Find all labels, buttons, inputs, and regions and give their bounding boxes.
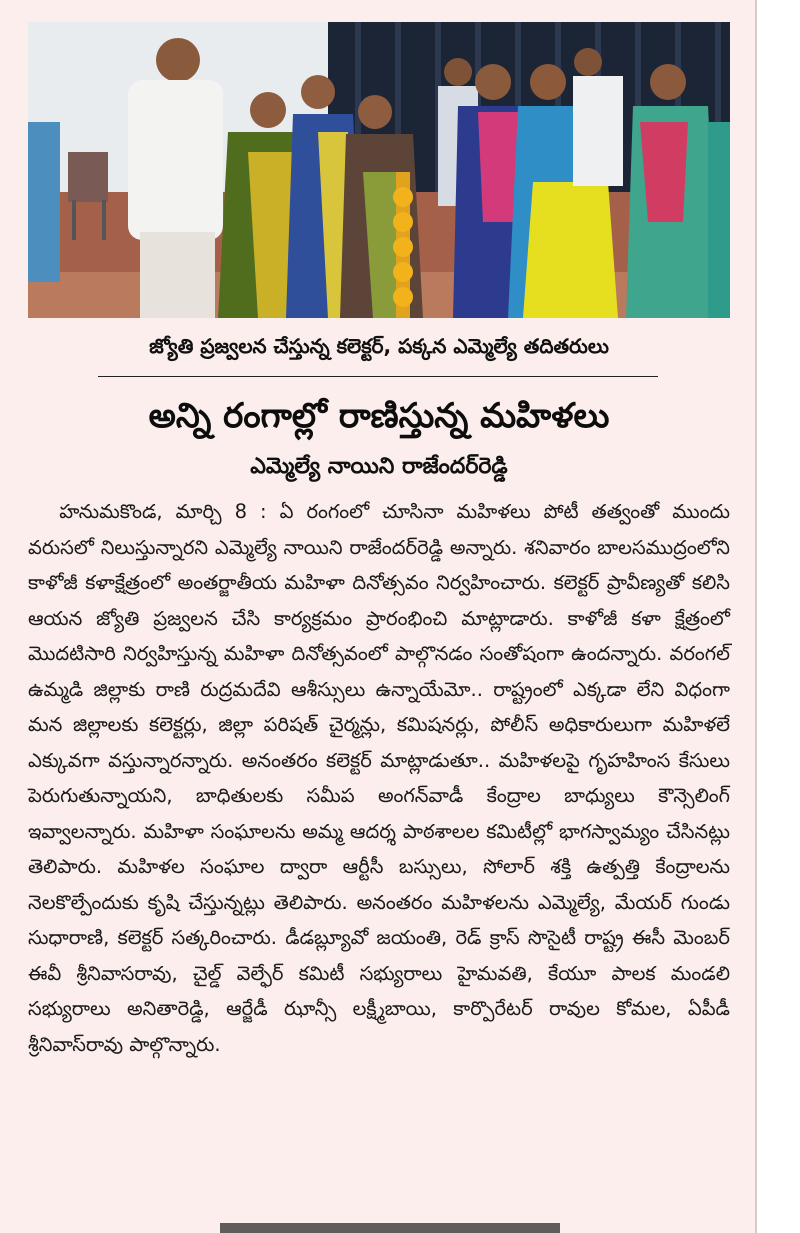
byline: ఎమ్మెల్యే నాయిని రాజేందర్‌రెడ్డి (250, 454, 508, 479)
article-body: హనుమకొండ, మార్చి 8 : ఏ రంగంలో చూసినా మహిళలు పోటీ తత్వంతో ముందు వరుసలో నిలుస్తున్నారని ఎమ్మెల్యే నాయిని రాజేందర్‌రెడ్డి అన్నారు. శనివారం బాలసముద్రంలోని కాళోజీ కళాక్షేత్రంలో అంతర్జాతీయ మహిళా దినోత్సవం నిర్వహించారు. కలెక్టర్‌ ప్రావీణ్యతో కలిసి ఆయన జ్యోతి ప్రజ్వలన చేసి కార్యక్రమం ప్రారంభించి మాట్లాడారు. కాళోజీ కళా క్షేత్రంలో మొదటిసారి నిర్వహిస్తున్న మహిళా దినోత్సవంలో పాల్గొనడం సంతోషంగా ఉందన్నారు. వరంగల్‌ ఉమ్మడి జిల్లాకు రాణి రుద్రమదేవి ఆశీస్సులు ఉన్నాయేమో.. రాష్ట్రంలో ఎక్కడా లేని విధంగా మన జిల్లాలకు కలెక్టర్లు, జిల్లా పరిషత్‌ చైర్మన్లు, కమిషనర్లు, పోలీస్‌ అధికారులుగా మహిళలే ఎక్కువగా వస్తున్నారన్నారు. అనంతరం కలెక్టర్‌ మాట్లాడుతూ.. మహిళలపై గృహహింస కేసులు పెరుగుతున్నాయని, బాధితులకు సమీప అంగన్‌వాడీ కేంద్రాల బాధ్యులు కౌన్సెలింగ్‌ ఇవ్వాలన్నారు. మహిళా సంఘాలను అమ్మ ఆదర్శ పాఠశాలల కమిటీల్లో భాగస్వామ్యం చేసినట్లు తెలిపారు. మహిళల సంఘాల ద్వారా ఆర్టీసీ బస్సులు, సోలార్‌ శక్తి ఉత్పత్తి కేంద్రాలను నెలకొల్పేందుకు కృషి చేస్తున్నట్లు తెలిపారు. అనంతరం మహిళలను ఎమ్మెల్యే, మేయర్‌ గుండు సుధారాణి, కలెక్టర్‌ సత్కరించారు. డీడబ్ల్యూవో జయంతి, రెడ్‌ క్రాస్‌ సొసైటీ రాష్ట్ర ఈసీ మెంబర్‌ ఈవీ శ్రీనివాసరావు, చైల్డ్‌ వెల్ఫేర్‌ కమిటీ సభ్యురాలు హైమవతి, కేయూ పాలక మండలి సభ్యురాలు అనితారెడ్డి, ఆర్జేడీ ఝాన్సీ లక్ష్మీబాయి, కార్పొరేటర్‌ రావుల కోమల, ఏపీడీ శ్రీనివాస్‌రావు పాల్గొన్నారు. (28, 500, 730, 1056)
cropped-previous-line (0, 0, 757, 10)
cropped-next-line (220, 1223, 560, 1233)
headline: అన్ని రంగాల్లో రాణిస్తున్న మహిళలు (148, 396, 610, 436)
photo-caption: జ్యోతి ప్రజ్వలన చేస్తున్న కలెక్టర్‌, పక్కన ఎమ్మెల్యే తదితరులు (149, 334, 609, 358)
news-photo (28, 22, 730, 318)
divider (98, 376, 658, 377)
